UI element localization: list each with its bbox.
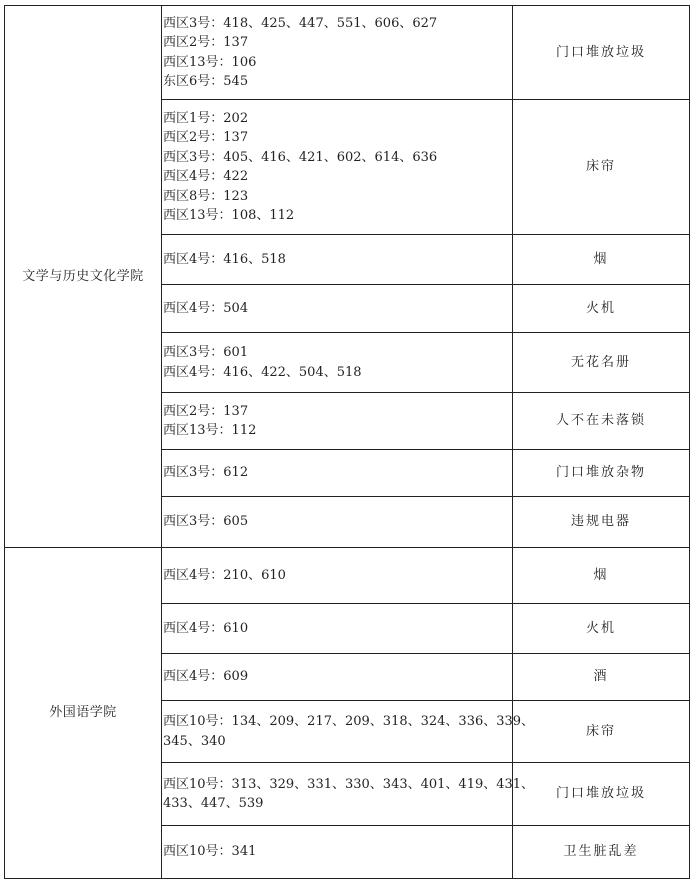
table-row [5,6,690,100]
room-line: 西区1号：202 [163,110,249,126]
room-line: 西区13号：108、112 [163,208,295,223]
rooms-cell [162,654,513,701]
rooms-cell [162,285,513,333]
issue-cell [513,393,690,450]
issue-label: 火机 [585,620,616,636]
issue-label: 人不在未落锁 [555,413,646,429]
rooms-cell [162,333,513,393]
issue-label: 卫生脏乱差 [563,844,639,860]
issue-cell [513,763,690,826]
issue-cell [513,6,690,100]
inspection-table [4,5,690,879]
issue-cell [513,654,690,701]
room-line: 西区2号：137 [163,130,249,145]
issue-cell [513,235,690,285]
room-line: 西区2号：137 [163,35,249,50]
issue-label: 违规电器 [570,514,631,530]
issue-label: 床帘 [585,723,616,739]
issue-cell [513,333,690,393]
rooms-cell [162,826,513,879]
room-line: 西区8号：123 [163,188,249,204]
rooms-cell [162,701,535,763]
issue-label: 酒 [593,669,609,685]
issue-cell [513,604,690,654]
room-line: 西区4号：416、422、504、518 [163,364,362,380]
issue-cell [513,497,690,548]
room-line: 433、447、539 [163,796,264,811]
rooms-cell [162,548,513,604]
room-line: 西区10号：341 [163,844,257,860]
issue-cell [513,826,690,879]
rooms-cell [162,497,513,548]
room-line: 西区4号：422 [163,169,249,184]
room-line: 西区2号：137 [163,403,249,419]
issue-cell [513,100,690,235]
room-line: 西区13号：106 [163,54,257,70]
table-body [5,6,690,879]
college-cell [5,6,162,548]
rooms-cell [162,100,513,235]
room-line: 西区3号：601 [163,345,249,360]
issue-label: 床帘 [585,159,616,175]
room-line: 东区6号：545 [163,74,249,89]
room-line: 西区4号：504 [163,300,249,316]
issue-label: 门口堆放垃圾 [555,786,646,802]
room-line: 西区4号：416、518 [163,251,286,267]
room-line: 西区3号：418、425、447、551、606、627 [163,15,438,31]
room-line: 西区4号：210、610 [163,567,286,583]
room-line: 西区3号：405、416、421、602、614、636 [163,149,438,165]
room-line: 西区10号：134、209、217、209、318、324、336、339、 [163,714,535,729]
issue-label: 门口堆放杂物 [555,465,646,481]
issue-label: 门口堆放垃圾 [555,44,646,60]
room-line: 西区3号：612 [163,465,249,481]
issue-cell [513,450,690,497]
college-name: 文学与历史文化学院 [22,268,144,284]
issue-label: 烟 [593,251,609,267]
issue-cell [513,548,690,604]
rooms-cell [162,393,513,450]
room-line: 西区3号：605 [163,514,249,530]
room-line: 345、340 [163,733,226,749]
room-line: 西区4号：609 [163,669,249,685]
college-cell [5,548,162,879]
rooms-cell [162,450,513,497]
room-line: 西区4号：610 [163,620,249,636]
issue-cell [513,285,690,333]
room-line: 西区10号：313、329、331、330、343、401、419、431、 [163,776,535,792]
issue-cell [513,701,690,763]
table-row [5,548,690,604]
rooms-cell [162,235,513,285]
college-name: 外国语学院 [49,705,117,721]
rooms-cell [162,763,535,826]
issue-label: 烟 [593,567,609,583]
rooms-cell [162,604,513,654]
issue-label: 无花名册 [570,354,631,370]
issue-label: 火机 [585,300,616,316]
room-line: 西区13号：112 [163,423,257,438]
rooms-cell [162,6,513,100]
